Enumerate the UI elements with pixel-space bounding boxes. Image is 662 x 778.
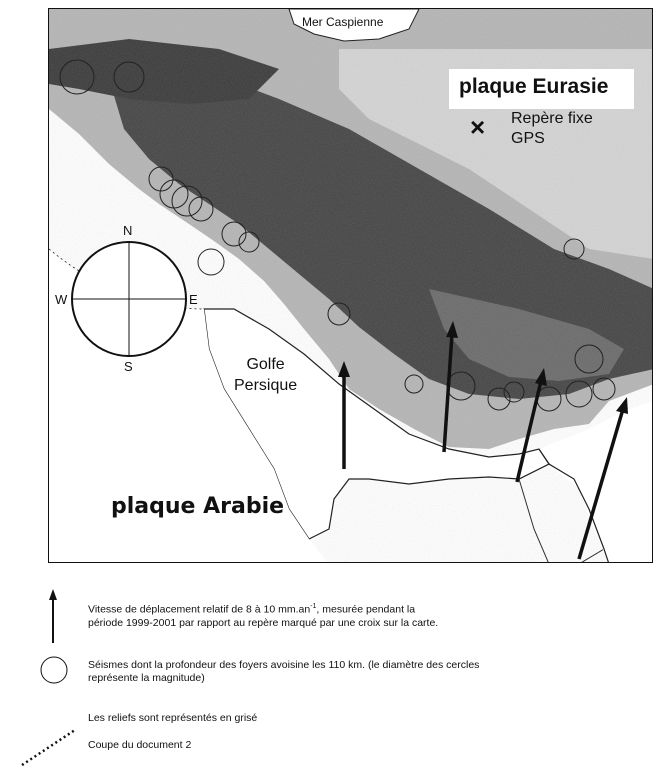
caspian-sea-label: Mer Caspienne xyxy=(302,15,384,29)
compass-rose xyxy=(72,242,186,356)
map-frame xyxy=(48,8,653,563)
map-legend xyxy=(0,575,662,775)
legend-circle-text-line1: Séismes dont la profondeur des foyers avoisine les 110 km. (le diamètre des cercles xyxy=(88,659,480,671)
legend-section-line-icon xyxy=(22,730,75,765)
legend-circle-icon xyxy=(41,657,67,683)
gulf-label-line1: Golfe xyxy=(246,356,285,373)
plate-arabia-label: plaque Arabie xyxy=(111,494,285,519)
legend-circle-text-line2: représente la magnitude) xyxy=(88,672,205,684)
gulf-label xyxy=(234,354,297,396)
legend-arrow-text-line2: période 1999-2001 par rapport au repère marqué par une croix sur la carte. xyxy=(88,616,439,629)
legend-relief-text: Les reliefs sont représentés en grisé xyxy=(88,712,258,724)
legend-arrow-text-line1-end: , mesurée pendant la xyxy=(316,603,416,616)
compass-west: W xyxy=(55,292,68,307)
gps-marker-icon: × xyxy=(470,112,486,142)
compass-south: S xyxy=(124,359,133,374)
legend-arrow-text xyxy=(88,600,438,630)
legend-circle-text xyxy=(88,659,479,685)
legend-arrow-text-line1: Vitesse de déplacement relatif de 8 à 10 mm.an xyxy=(88,603,311,616)
gps-label xyxy=(511,109,593,149)
compass-east: E xyxy=(189,292,198,307)
gulf-label-line2: Persique xyxy=(234,377,298,394)
compass-north: N xyxy=(123,223,133,238)
gps-label-line2: GPS xyxy=(511,130,545,147)
legend-arrow-unit-exponent: -1 xyxy=(310,603,317,610)
gps-label-line1: Repère fixe xyxy=(511,110,593,127)
legend-section-text: Coupe du document 2 xyxy=(88,739,192,751)
plate-eurasia-label: plaque Eurasie xyxy=(459,75,609,98)
